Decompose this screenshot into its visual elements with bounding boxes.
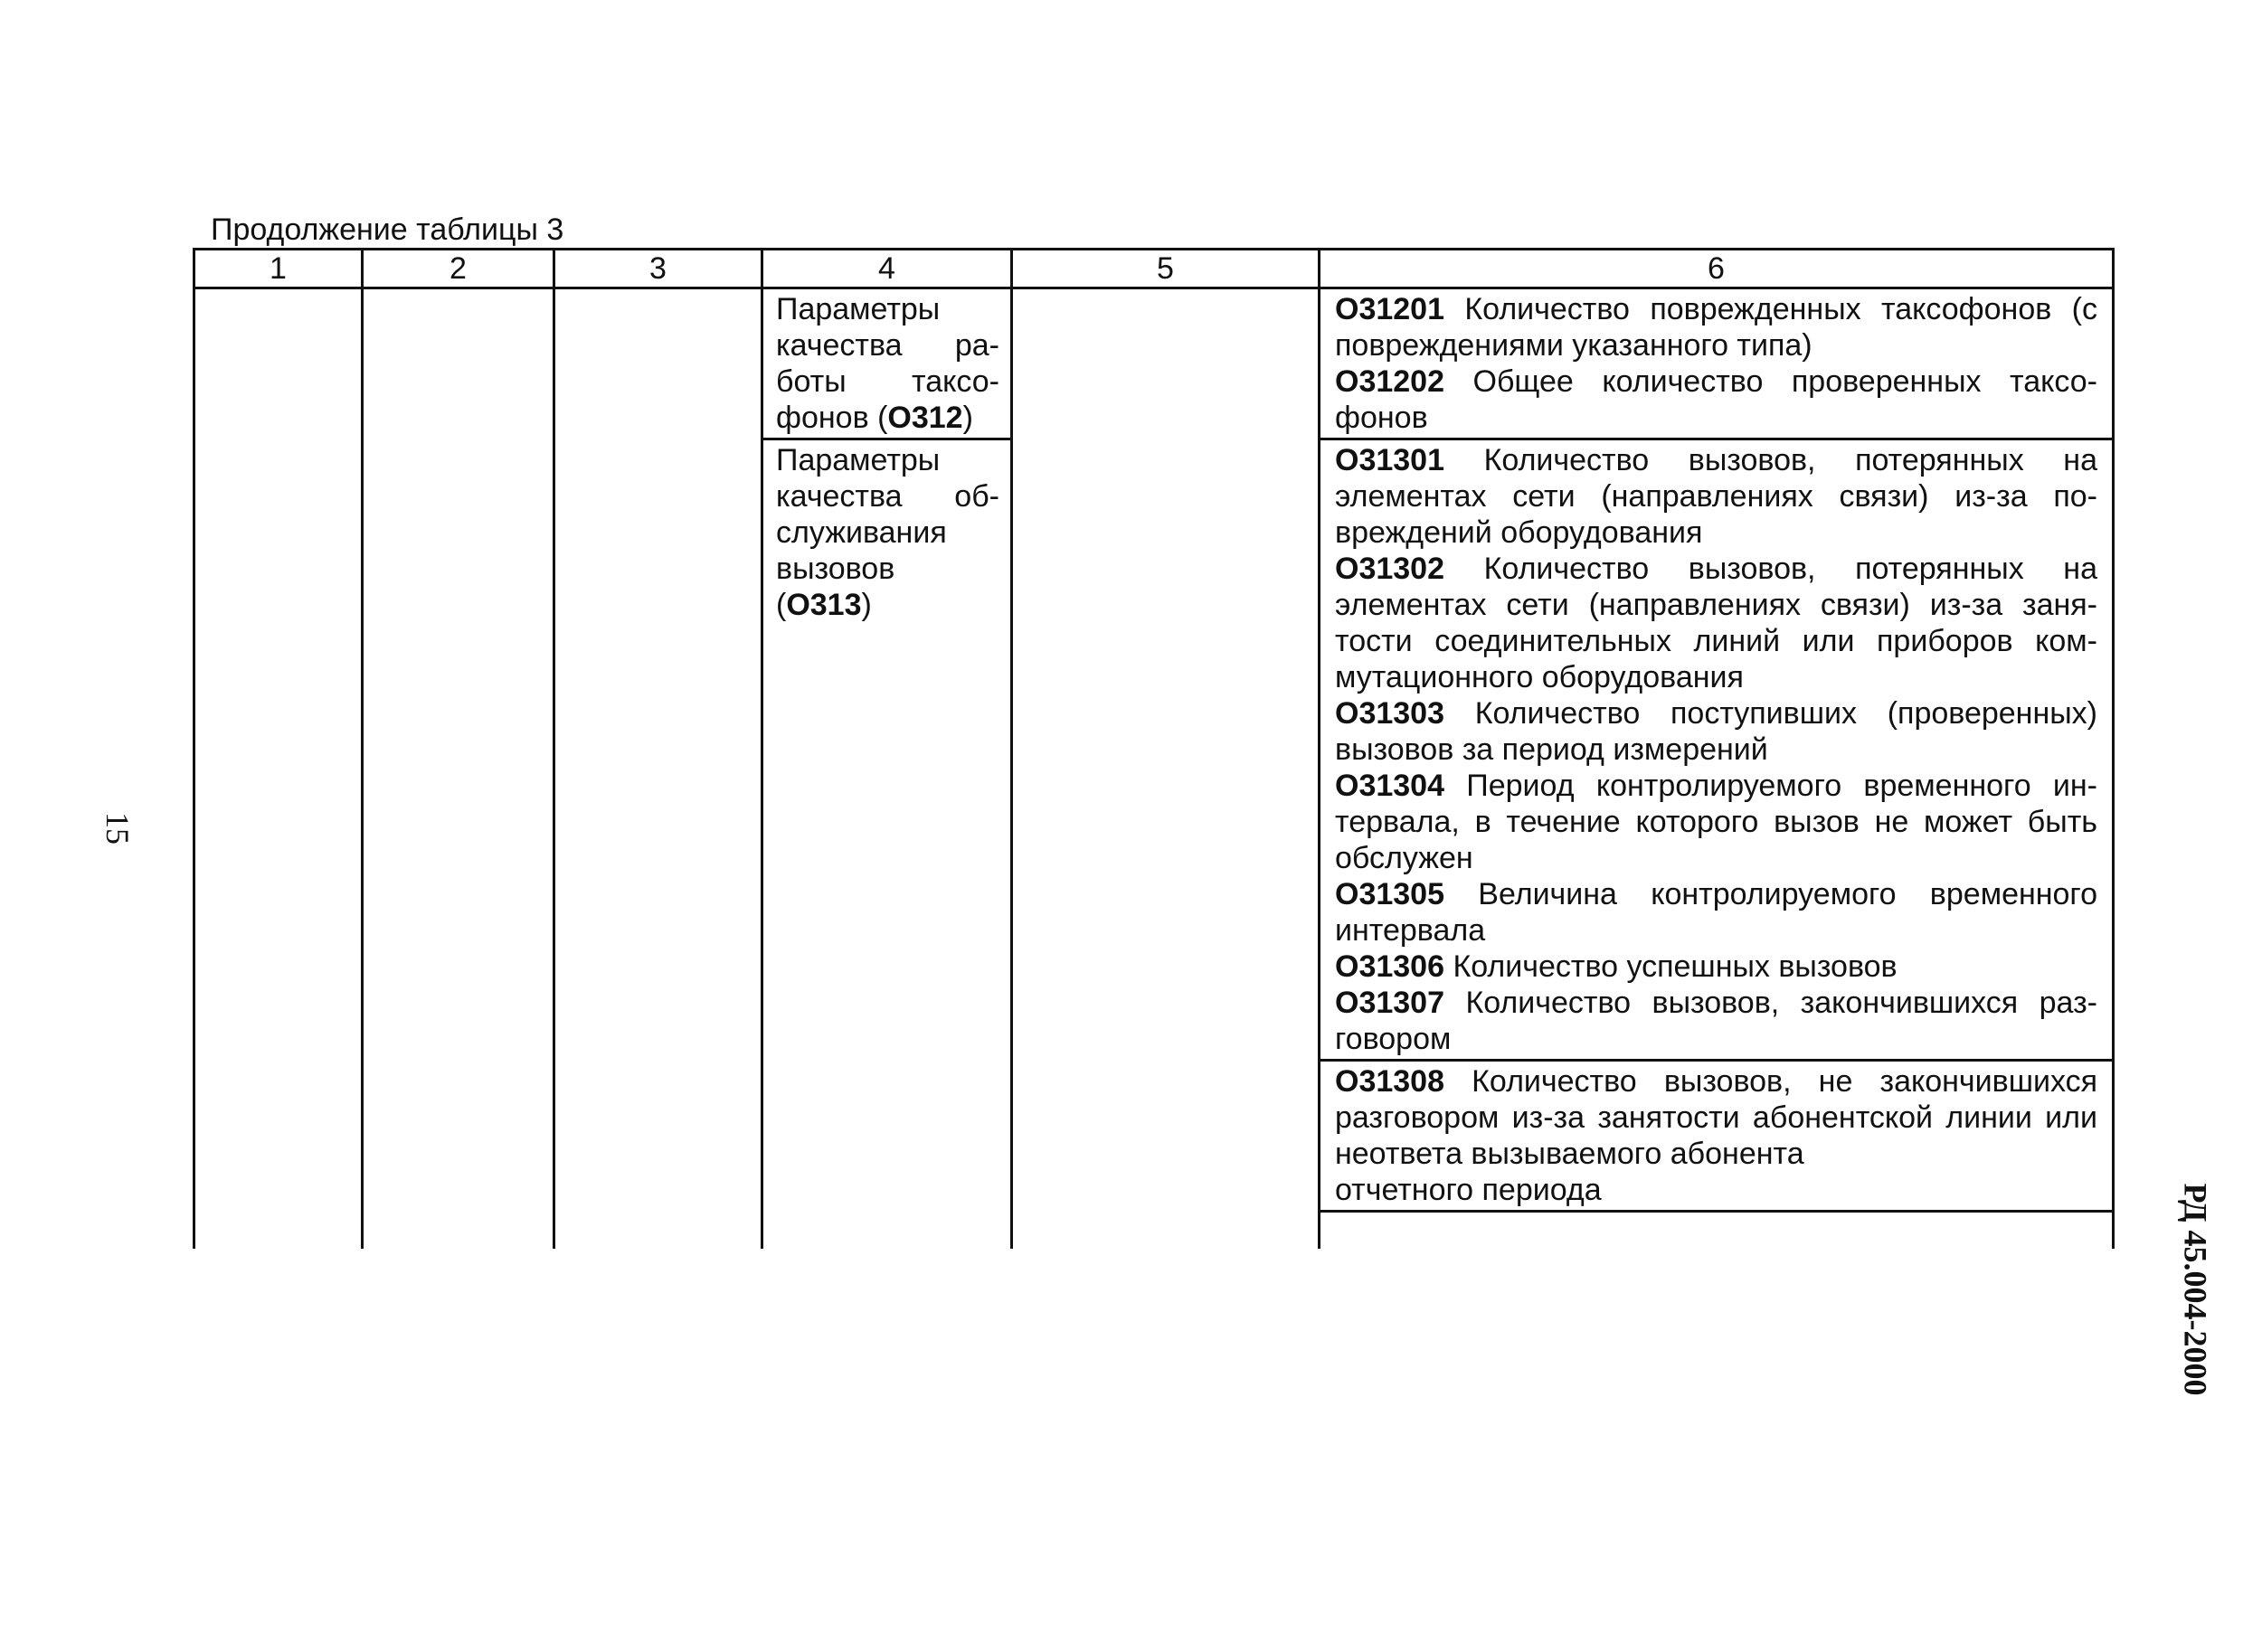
indicator-text: Количество успешных вызовов bbox=[1444, 949, 1898, 984]
cell-col-6 bbox=[1320, 439, 2114, 1061]
cell-col-2 bbox=[363, 288, 554, 1250]
indicator-entry bbox=[1335, 949, 2097, 985]
table-header-row bbox=[194, 250, 2114, 288]
indicator-code: O31201 bbox=[1335, 292, 1444, 326]
param-name-line: качества об- bbox=[776, 479, 999, 514]
cell-col-4 bbox=[762, 288, 1012, 439]
indicator-entry bbox=[1335, 291, 2097, 363]
cell-col-1 bbox=[194, 288, 363, 1250]
param-name-line: качества ра- bbox=[776, 328, 999, 363]
indicator-code: O31202 bbox=[1335, 364, 1444, 399]
cell-col-5 bbox=[1012, 288, 1320, 1250]
indicator-entry bbox=[1335, 551, 2097, 695]
table-caption: Продолжение таблицы 3 bbox=[211, 212, 564, 247]
param-name-line: служивания bbox=[776, 515, 947, 550]
page-number: 15 bbox=[99, 812, 136, 845]
header-col-5: 5 bbox=[1012, 250, 1320, 288]
indicator-text: Количество вызовов, потерянных на элементах сети (направлениях связи) из-за по-вреждений оборудования bbox=[1335, 443, 2097, 550]
header-col-6: 6 bbox=[1320, 250, 2114, 288]
table-row bbox=[194, 288, 2114, 439]
document-code: РД 45.004-2000 bbox=[2177, 1183, 2214, 1396]
param-code: O313 bbox=[786, 588, 862, 622]
indicator-entry bbox=[1335, 695, 2097, 768]
indicator-text: Количество поврежденных таксофонов (с повреждениями указанного типа) bbox=[1335, 292, 2097, 363]
indicator-text: Величина контролируемого временного интервала bbox=[1335, 877, 2097, 948]
cell-col-6 bbox=[1320, 1212, 2114, 1250]
indicator-code: O31308 bbox=[1335, 1064, 1444, 1099]
indicator-entry bbox=[1335, 1172, 2097, 1208]
indicator-code: O31305 bbox=[1335, 877, 1444, 911]
header-col-4: 4 bbox=[762, 250, 1012, 288]
indicator-text: Количество вызовов, потерянных на элементах сети (направлениях связи) из-за заня-тости соединительных линий или приборов ком-мутационного оборудования bbox=[1335, 552, 2097, 694]
indicator-code: O31304 bbox=[1335, 769, 1444, 803]
indicator-entry bbox=[1335, 442, 2097, 551]
indicator-entry bbox=[1335, 1063, 2097, 1172]
indicator-code: O31306 bbox=[1335, 949, 1444, 984]
param-name-line: Параметры bbox=[776, 292, 941, 326]
cell-col-4 bbox=[762, 439, 1012, 1250]
indicator-entry bbox=[1335, 768, 2097, 876]
indicator-entry bbox=[1335, 985, 2097, 1057]
param-name-line: Параметры bbox=[776, 443, 941, 477]
cell-col-6 bbox=[1320, 288, 2114, 439]
cell-col-3 bbox=[554, 288, 762, 1250]
indicator-text: Количество вызовов, не закончившихся разговором из-за занятости абонентской линии или неответа вызываемого абонента bbox=[1335, 1064, 2097, 1171]
header-col-1: 1 bbox=[194, 250, 363, 288]
indicator-text: Количество вызовов, закончившихся раз-говором bbox=[1335, 986, 2097, 1056]
indicator-code: O31303 bbox=[1335, 696, 1444, 731]
cell-col-6 bbox=[1320, 1061, 2114, 1212]
param-name-line: боты таксо- bbox=[776, 364, 999, 399]
param-name-line: (O313) bbox=[776, 588, 872, 622]
header-col-3: 3 bbox=[554, 250, 762, 288]
indicator-code: O31302 bbox=[1335, 552, 1444, 586]
indicator-text: Общее количество проверенных таксо-фонов bbox=[1335, 364, 2097, 435]
param-name-line: фонов (O312) bbox=[776, 401, 973, 435]
indicator-text: отчетного периода bbox=[1335, 1173, 1602, 1207]
header-col-2: 2 bbox=[363, 250, 554, 288]
indicator-entry bbox=[1335, 876, 2097, 949]
indicator-text: Количество поступивших (проверенных) вызовов за период измерений bbox=[1335, 696, 2097, 767]
indicator-text: Период контролируемого временного ин-тервала, в течение которого вызов не может быть обслужен bbox=[1335, 769, 2097, 875]
param-code: O312 bbox=[887, 401, 963, 435]
param-name-line: вызовов bbox=[776, 552, 895, 586]
data-table bbox=[193, 248, 2115, 1249]
indicator-code: O31301 bbox=[1335, 443, 1444, 477]
indicator-code: O31307 bbox=[1335, 986, 1444, 1020]
indicator-entry bbox=[1335, 363, 2097, 436]
